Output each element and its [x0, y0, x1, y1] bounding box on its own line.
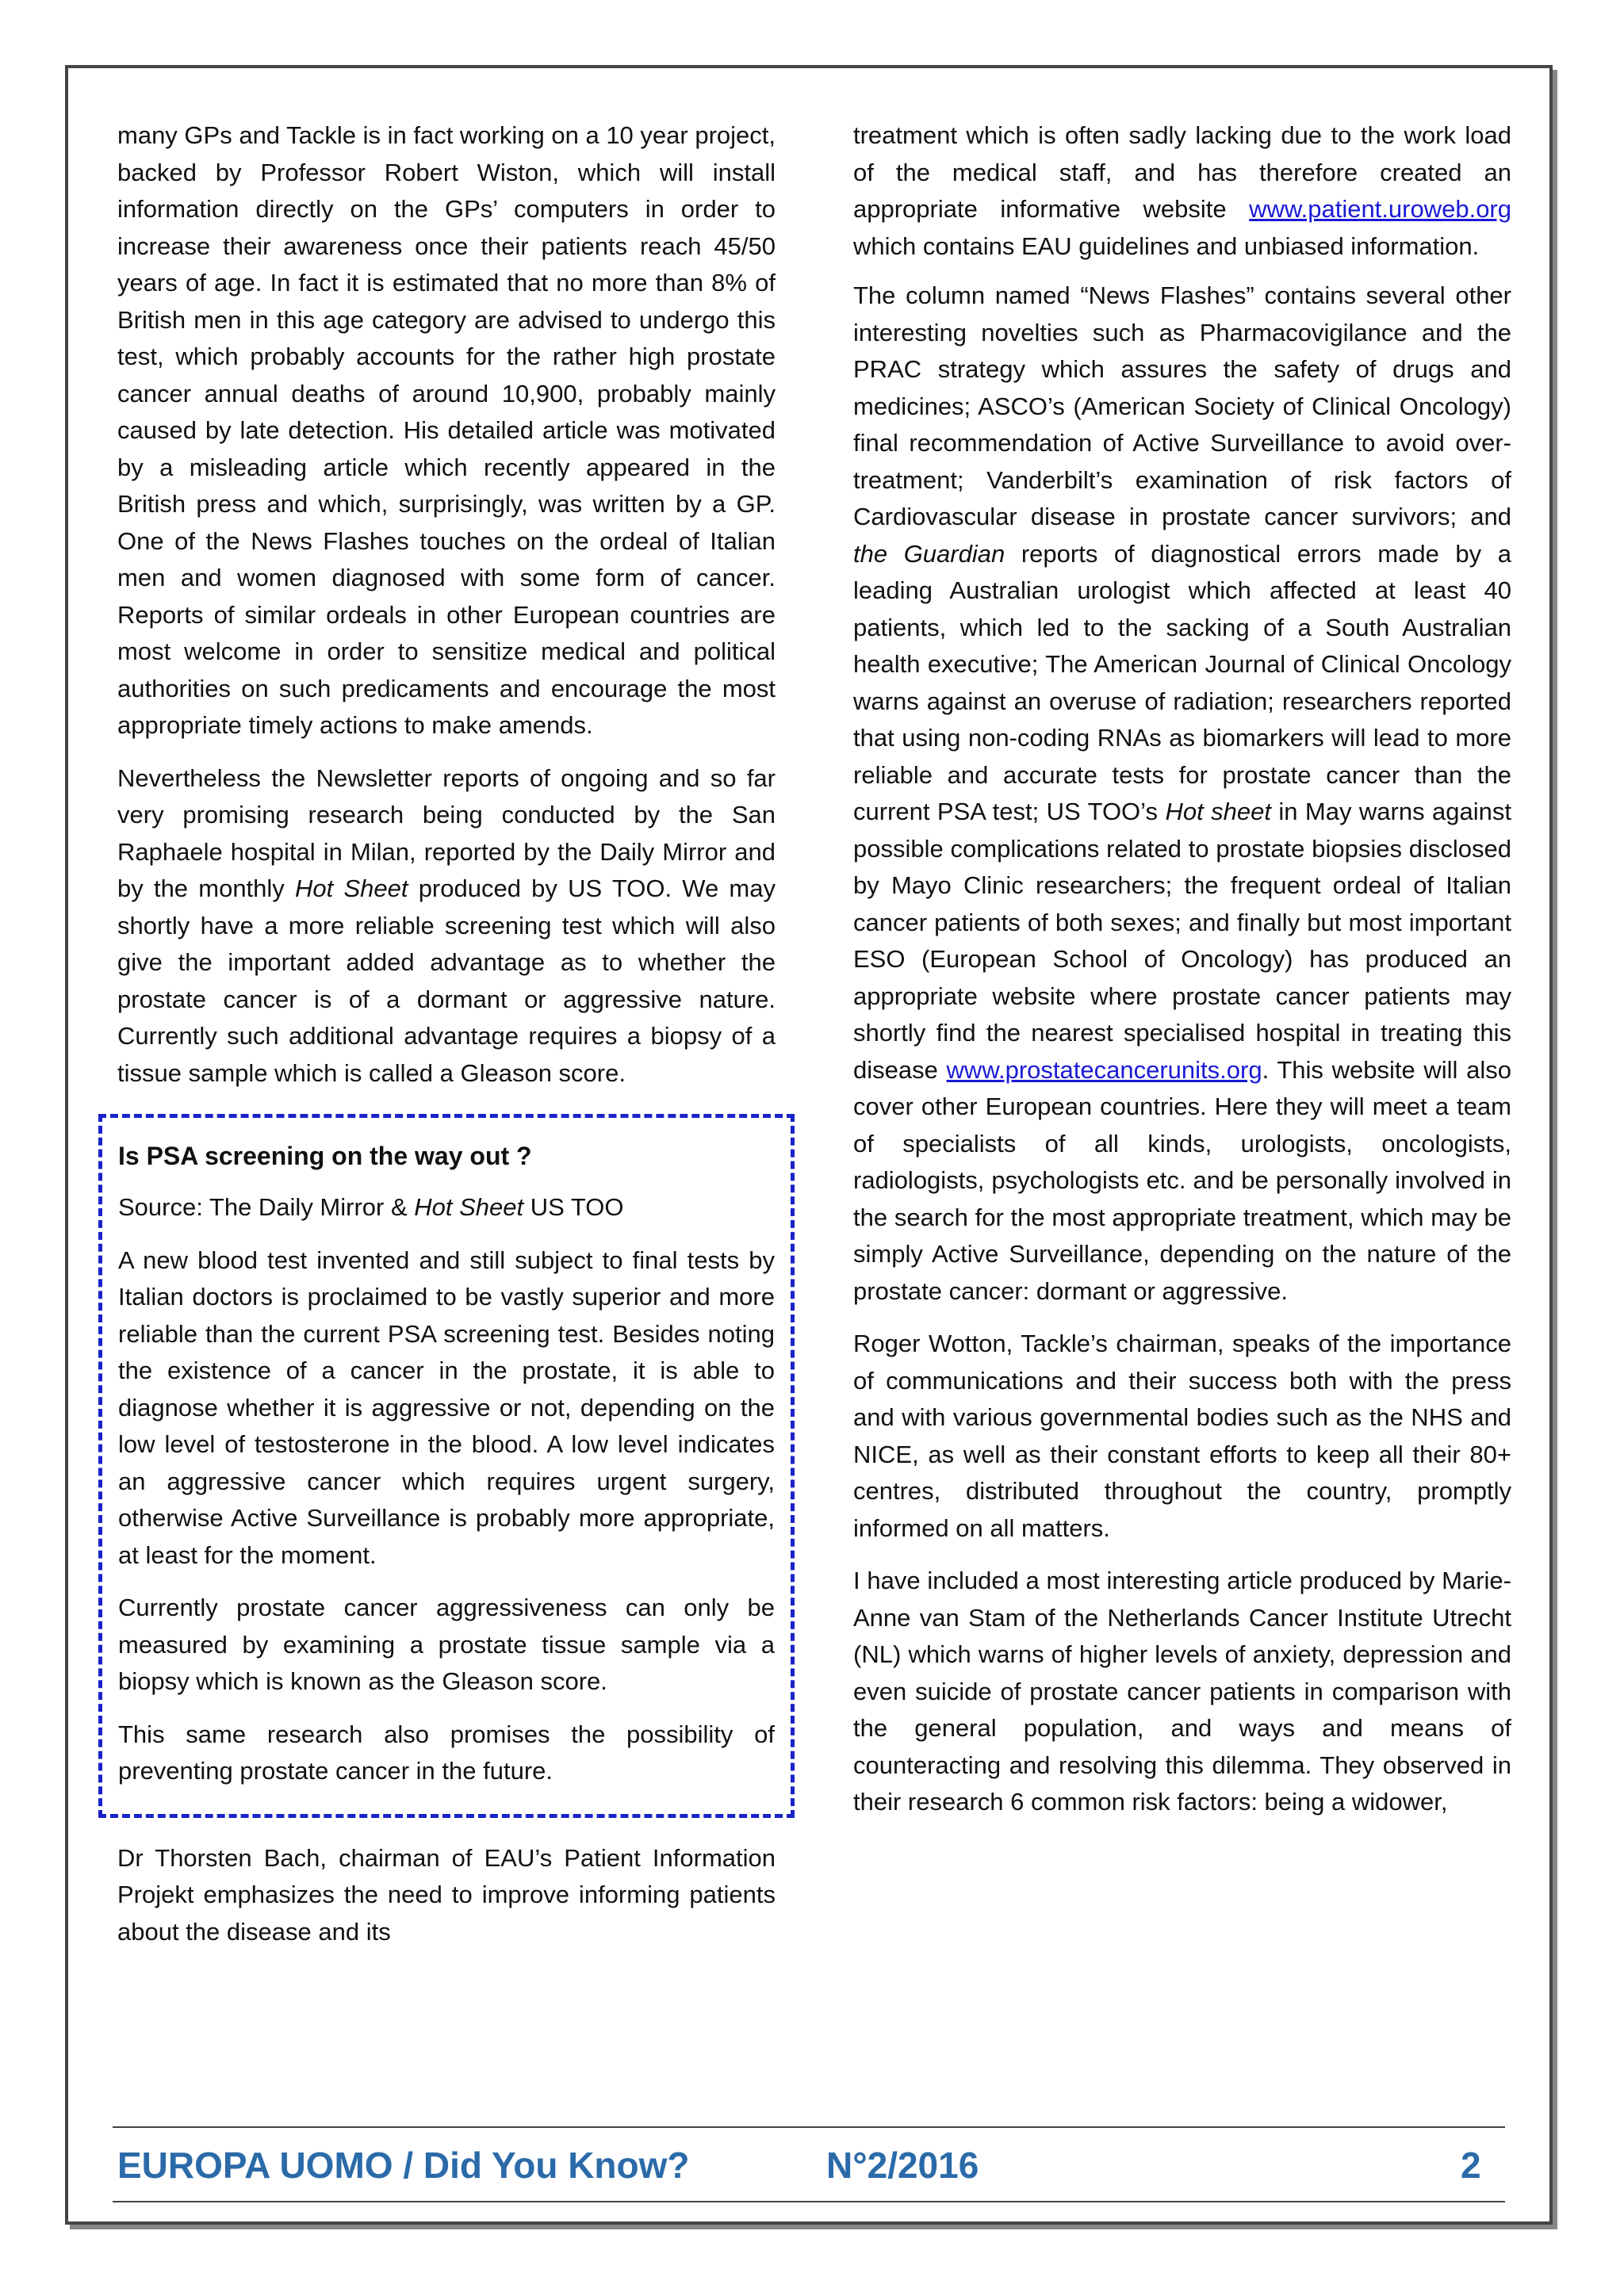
footer-title: EUROPA UOMO / Did You Know? — [117, 2145, 690, 2186]
box-source: Source: The Daily Mirror & Hot Sheet US TOO — [118, 1193, 624, 1221]
right-paragraph-3: Roger Wotton, Tackle’s chairman, speaks of the importance of communications and their success both with the press and with various governmental bodies such as the NHS and NICE, as well as their constant efforts to keep all their 80+ centres, distributed throughout the country, promptly informed on all matters. — [853, 1330, 1511, 1542]
right-paragraph-4: I have included a most interesting article produced by Marie-Anne van Stam of the Netherlands Cancer Institute Utrecht (NL) which warns of higher levels of anxiety, depression and even suicide of prostate cancer patients in comparison with the general population, and ways and means of counteracting and resolving this dilemma. They observed in their research 6 common risk factors: being a widower, — [853, 1567, 1511, 1816]
right-column — [853, 117, 1511, 1837]
box-title: Is PSA screening on the way out ? — [118, 1142, 532, 1170]
footer — [117, 2130, 1505, 2201]
footer-page-number: 2 — [1461, 2145, 1481, 2186]
page-frame — [65, 65, 1553, 2225]
left-paragraph-2: Nevertheless the Newsletter reports of ongoing and so far very promising research being conducted by the San Raphaele hospital in Milan, reported by the Daily Mirror and by the monthly Hot Sheet produced by US TOO. We may shortly have a more reliable screening test which will also give the important added advantage as to whether the prostate cancer is of a dormant or aggressive nature. Currently such additional advantage requires a biopsy of a tissue sample which is called a Gleason score. — [117, 763, 776, 1087]
right-paragraph-1: treatment which is often sadly lacking due to the work load of the medical staff, and has therefore created an appropriate informative website www.patient.uroweb.org which contains EAU guidelines and unbiased information. — [853, 121, 1511, 260]
box-paragraph-3: This same research also promises the possibility of preventing prostate cancer in the future. — [118, 1720, 775, 1785]
footer-issue: N°2/2016 — [826, 2145, 979, 2186]
box-paragraph-1: A new blood test invented and still subject to final tests by Italian doctors is proclaimed to be vastly superior and more reliable than the current PSA screening test. Besides noting the existence of a cancer in the prostate, it is able to diagnose whether it is aggressive or not, depending on the low level of testosterone in the blood. A low level indicates an aggressive cancer which requires urgent surgery, otherwise Active Surveillance is probably more appropriate, at least for the moment. — [118, 1246, 775, 1569]
prostatecancerunits-link[interactable]: www.prostatecancerunits.org — [946, 1055, 1262, 1084]
psa-screening-box — [98, 1114, 795, 1818]
footer-top-rule — [113, 2126, 1505, 2128]
right-paragraph-2: The column named “News Flashes” contains several other interesting novelties such as Pharmacovigilance and the PRAC strategy which assures the safety of drugs and medicines; ASCO’s (American Society of Clinical Oncology) final recommendation of Active Surveillance to avoid over-treatment; Vanderbilt’s examination of risk factors of Cardiovascular disease in prostate cancer survivors; and the Guardian reports of diagnostical errors made by a leading Australian urologist which affected at least 40 patients, which led to the sacking of a South Australian health executive; The American Journal of Clinical Oncology warns against an overuse of radiation; researchers reported that using non-coding RNAs as biomarkers will lead to more reliable and accurate tests for prostate cancer than the current PSA test; US TOO’s Hot sheet in May warns against possible complications related to prostate biopsies disclosed by Mayo Clinic researchers; the frequent ordeal of Italian cancer patients of both sexes; and finally but most important ESO (European School of Oncology) has produced an appropriate website where prostate cancer patients may shortly find the nearest specialised hospital in treating this disease www.prostatecancerunits.org. This website will also cover other European countries. Here they will meet a team of specialists of all kinds, urologists, oncologists, radiologists, psychologists etc. and be personally involved in the search for the most appropriate treatment, which may be simply Active Surveillance, depending on the nature of the prostate cancer: dormant or aggressive. — [853, 281, 1512, 1305]
box-paragraph-2: Currently prostate cancer aggressiveness can only be measured by examining a prostate tissue sample via a biopsy which is known as the Gleason score. — [118, 1594, 775, 1695]
left-paragraph-1: many GPs and Tackle is in fact working on a 10 year project, backed by Professor Robert Wiston, which will install information directly on the GPs’ computers in order to increase their awareness once their patients reach 45/50 years of age. In fact it is estimated that no more than 8% of British men in this age category are advised to undergo this test, which probably accounts for the rather high prostate cancer annual deaths of around 10,900, probably mainly caused by late detection. His detailed article was motivated by a misleading article which recently appeared in the British press and which, surprisingly, was written by a GP. One of the News Flashes touches on the ordeal of Italian men and women diagnosed with some form of cancer. Reports of similar ordeals in other European countries are most welcome in order to sensitize medical and political authorities on such predicaments and encourage the most appropriate timely actions to make amends. — [117, 121, 776, 739]
left-column — [117, 117, 776, 1966]
left-paragraph-3: Dr Thorsten Bach, chairman of EAU’s Patient Information Projekt emphasizes the need to improve informing patients about the disease and its — [117, 1843, 776, 1946]
patient-uroweb-link[interactable]: www.patient.uroweb.org — [1249, 195, 1511, 223]
footer-bottom-rule — [113, 2201, 1505, 2202]
